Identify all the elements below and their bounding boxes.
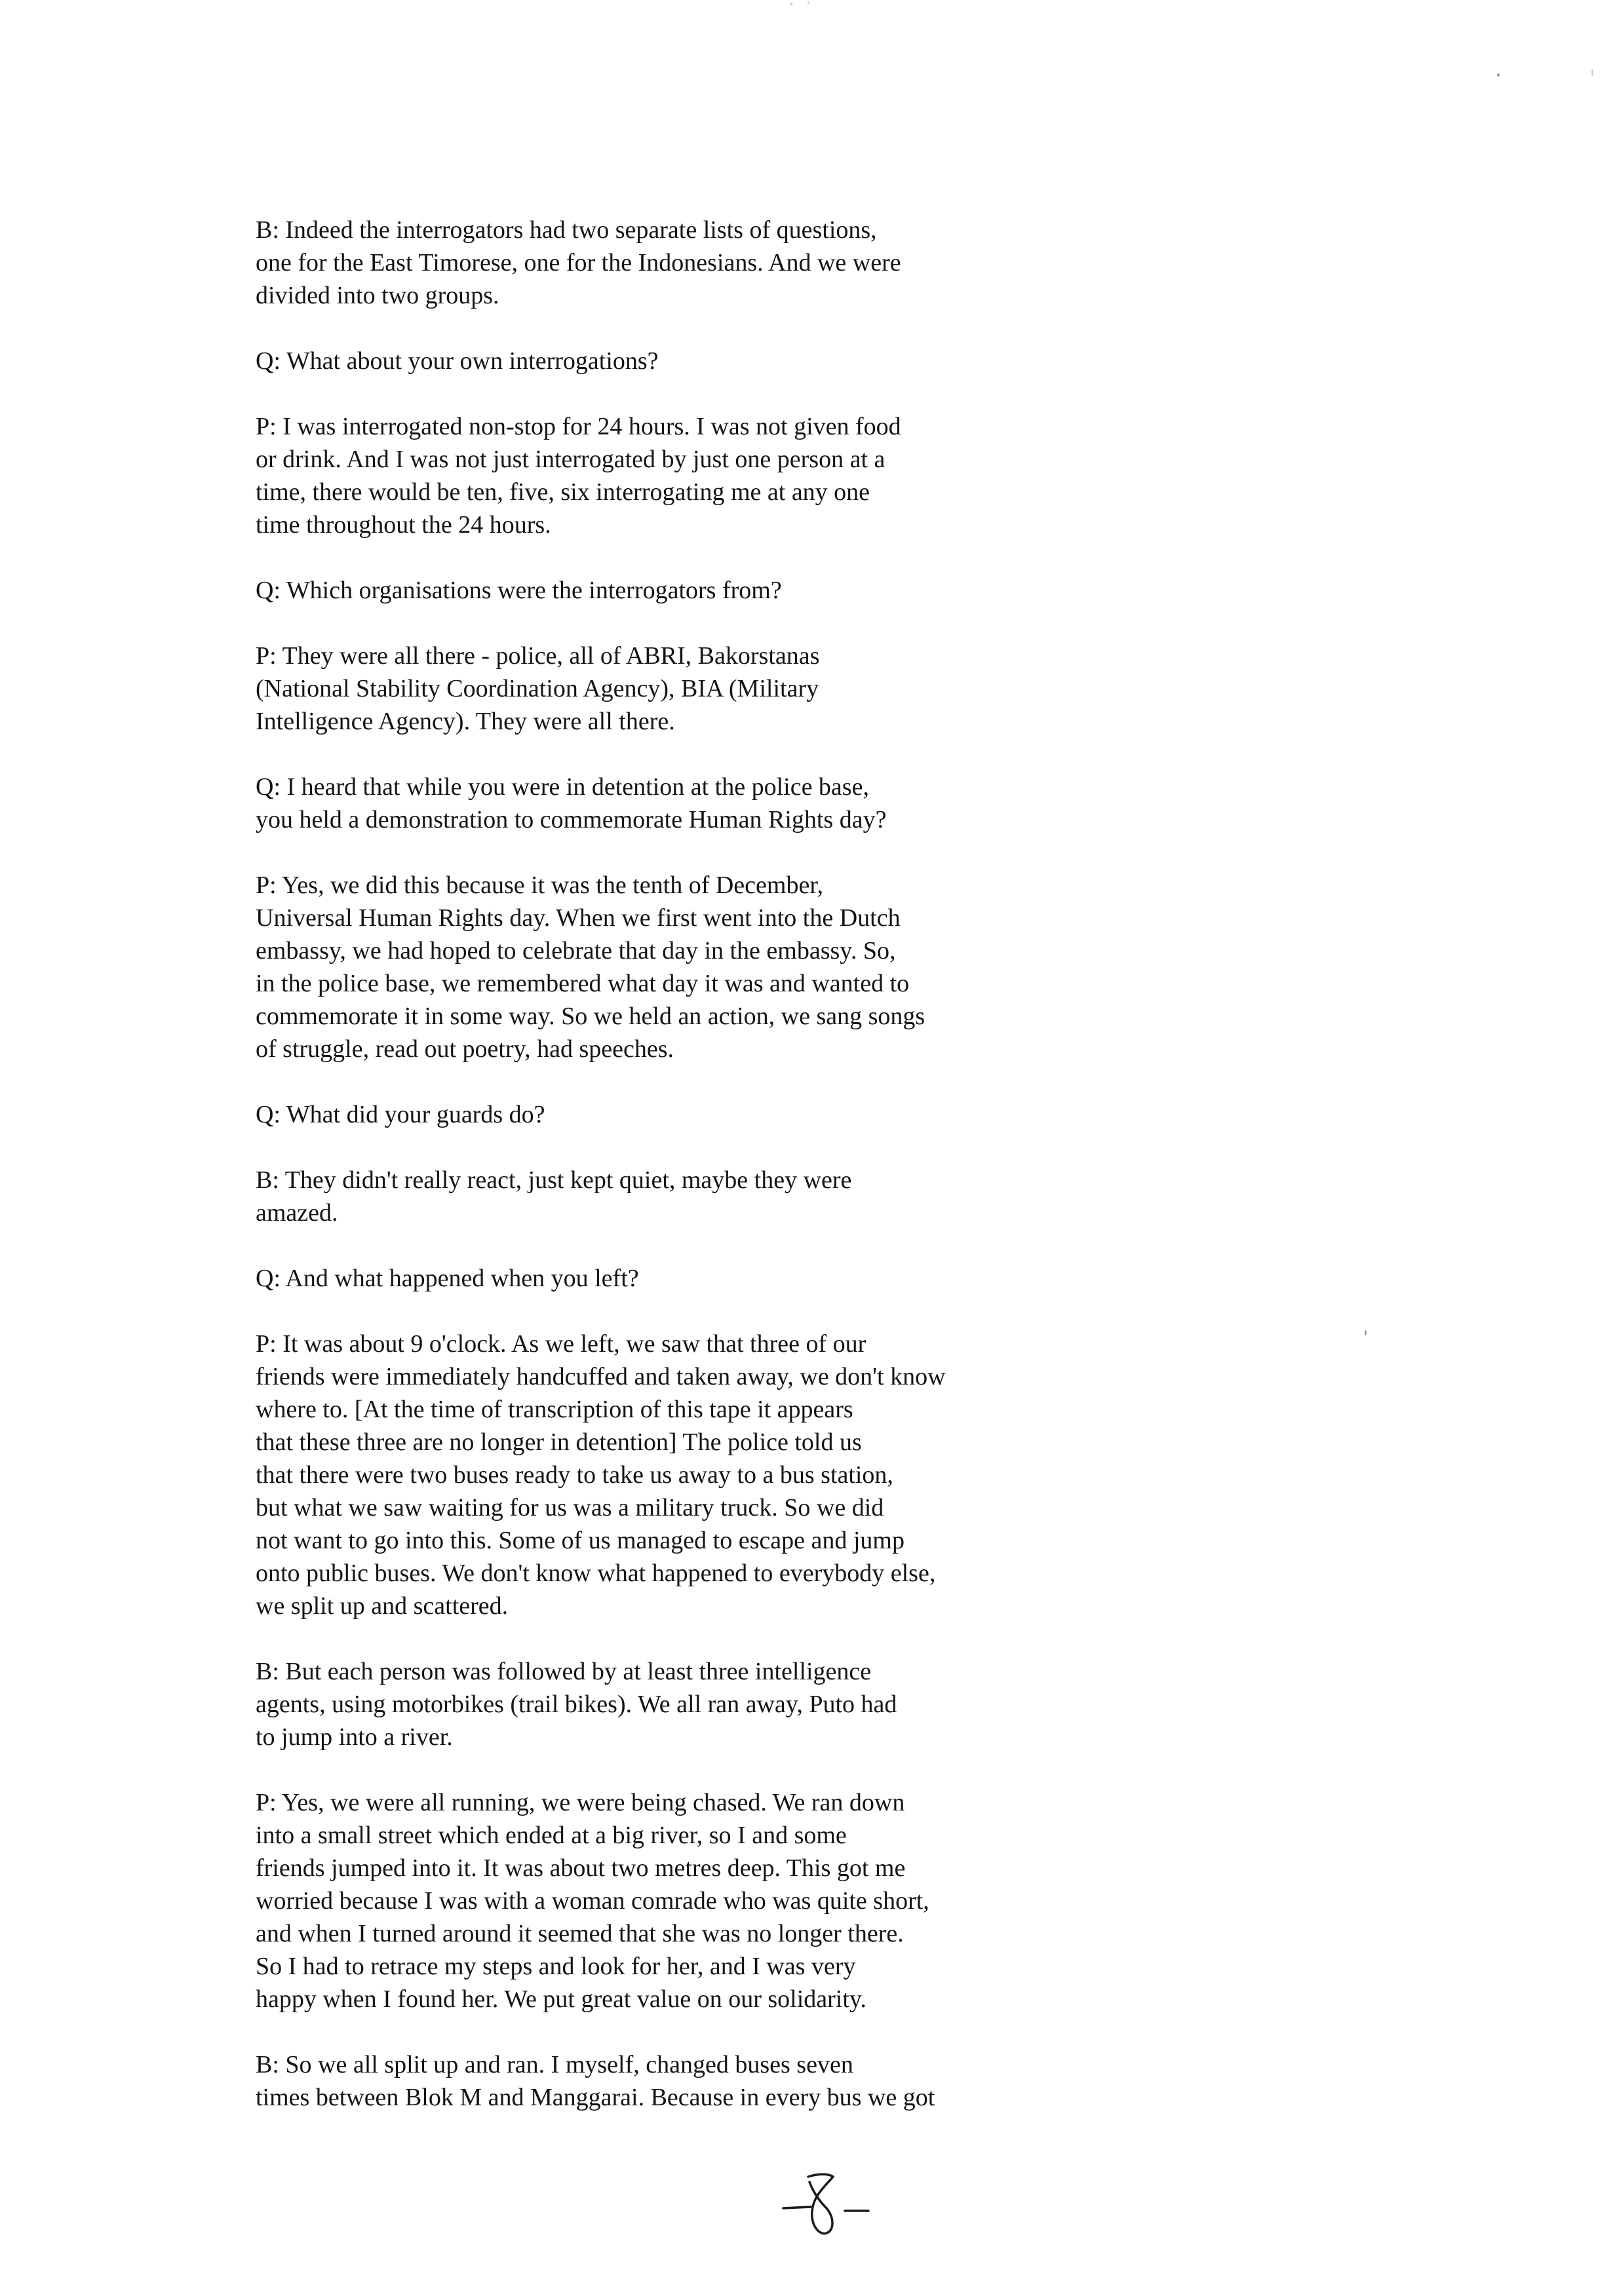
transcript-paragraph	[256, 1786, 1101, 2016]
transcript-line: B: But each person was followed by at least three intelligence	[256, 1658, 872, 1685]
transcript-paragraph	[256, 2048, 1101, 2114]
transcript-paragraph	[256, 345, 1101, 377]
transcript-line: B: They didn't really react, just kept quiet, maybe they were	[256, 1166, 852, 1194]
transcript-paragraph	[256, 1164, 1101, 1229]
transcript-line: of struggle, read out poetry, had speeches.	[256, 1035, 674, 1063]
transcript-line: P: It was about 9 o'clock. As we left, we saw that three of our	[256, 1330, 866, 1358]
transcript-line: So I had to retrace my steps and look for her, and I was very	[256, 1953, 856, 1980]
transcript-line: Q: What about your own interrogations?	[256, 347, 659, 375]
transcript-line: to jump into a river.	[256, 1723, 453, 1751]
transcript-body	[256, 214, 1101, 2147]
transcript-paragraph	[256, 640, 1101, 738]
transcript-line: into a small street which ended at a big river, so I and some	[256, 1822, 847, 1849]
transcript-line: P: I was interrogated non-stop for 24 hours. I was not given food	[256, 413, 901, 440]
transcript-paragraph	[256, 410, 1101, 541]
transcript-line: and when I turned around it seemed that she was no longer there.	[256, 1920, 904, 1947]
scan-speck	[1365, 1330, 1367, 1335]
handwritten-page-number	[777, 2168, 875, 2246]
transcript-line: happy when I found her. We put great value on our solidarity.	[256, 1985, 866, 2013]
scan-speck	[790, 3, 792, 5]
transcript-paragraph	[256, 869, 1101, 1065]
transcript-line: onto public buses. We don't know what happened to everybody else,	[256, 1559, 936, 1587]
transcript-paragraph	[256, 1328, 1101, 1622]
transcript-line: where to. [At the time of transcription of this tape it appears	[256, 1396, 853, 1423]
transcript-line: P: They were all there - police, all of ABRI, Bakorstanas	[256, 642, 820, 670]
transcript-line: worried because I was with a woman comrade who was quite short,	[256, 1887, 929, 1915]
transcript-paragraph	[256, 1098, 1101, 1131]
transcript-line: commemorate it in some way. So we held an action, we sang songs	[256, 1003, 925, 1030]
transcript-line: friends jumped into it. It was about two metres deep. This got me	[256, 1854, 906, 1882]
transcript-line: embassy, we had hoped to celebrate that day in the embassy. So,	[256, 937, 896, 965]
transcript-line: agents, using motorbikes (trail bikes). We all ran away, Puto had	[256, 1691, 897, 1718]
handwritten-page-number-glyph	[777, 2168, 875, 2246]
transcript-line: not want to go into this. Some of us managed to escape and jump	[256, 1527, 905, 1554]
transcript-line: or drink. And I was not just interrogated by just one person at a	[256, 446, 885, 473]
transcript-line: Q: What did your guards do?	[256, 1101, 545, 1128]
transcript-line: Intelligence Agency). They were all there.	[256, 708, 675, 735]
transcript-line: divided into two groups.	[256, 282, 499, 309]
transcript-paragraph	[256, 214, 1101, 312]
transcript-line: Q: And what happened when you left?	[256, 1265, 639, 1292]
transcript-line: B: Indeed the interrogators had two separate lists of questions,	[256, 216, 877, 244]
transcript-paragraph	[256, 771, 1101, 836]
transcript-line: that there were two buses ready to take us away to a bus station,	[256, 1461, 893, 1489]
transcript-paragraph	[256, 1262, 1101, 1295]
transcript-line: time, there would be ten, five, six interrogating me at any one	[256, 478, 870, 506]
scan-speck	[1497, 73, 1500, 77]
transcript-line: Universal Human Rights day. When we first went into the Dutch	[256, 904, 901, 932]
scan-speck	[1591, 69, 1593, 76]
transcript-line: we split up and scattered.	[256, 1592, 509, 1620]
transcript-line: Q: I heard that while you were in detention at the police base,	[256, 773, 869, 801]
transcript-line: (National Stability Coordination Agency), BIA (Military	[256, 675, 819, 702]
scan-speck	[808, 1, 809, 4]
transcript-line: but what we saw waiting for us was a military truck. So we did	[256, 1494, 884, 1521]
transcript-line: you held a demonstration to commemorate Human Rights day?	[256, 806, 887, 833]
transcript-line: in the police base, we remembered what day it was and wanted to	[256, 970, 910, 997]
transcript-line: P: Yes, we did this because it was the tenth of December,	[256, 871, 823, 899]
transcript-line: B: So we all split up and ran. I myself, changed buses seven	[256, 2051, 853, 2078]
transcript-line: time throughout the 24 hours.	[256, 511, 551, 539]
transcript-line: one for the East Timorese, one for the Indonesians. And we were	[256, 249, 901, 277]
transcript-paragraph	[256, 574, 1101, 607]
transcript-line: that these three are no longer in detention] The police told us	[256, 1428, 862, 1456]
transcript-line: friends were immediately handcuffed and taken away, we don't know	[256, 1363, 946, 1390]
transcript-line: P: Yes, we were all running, we were being chased. We ran down	[256, 1789, 905, 1816]
transcript-paragraph	[256, 1655, 1101, 1753]
transcript-line: Q: Which organisations were the interrogators from?	[256, 577, 782, 604]
transcript-line: amazed.	[256, 1199, 338, 1227]
transcript-line: times between Blok M and Manggarai. Because in every bus we got	[256, 2084, 935, 2111]
